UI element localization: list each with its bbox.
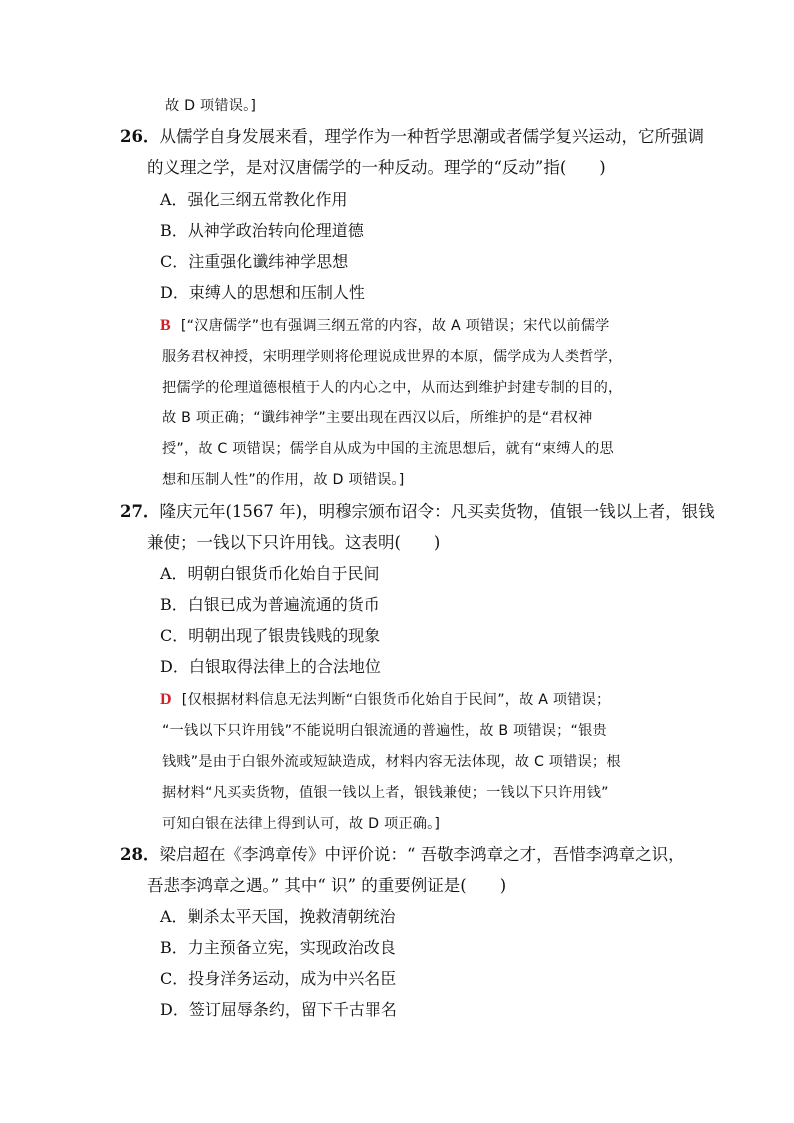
question-stem-line: [120, 126, 704, 148]
answer-explanation-line: [160, 689, 610, 711]
answer-letter: D: [160, 691, 172, 708]
answer-explanation-line: 故 B 项正确；“谶纬神学”主要出现在西汉以后，所维护的是“君权神: [162, 410, 593, 426]
question-number: 26．: [120, 127, 160, 146]
option-c: C．注重强化谶纬神学思想: [160, 252, 349, 271]
question-number: 27．: [120, 502, 160, 521]
explanation-text: [仅根据材料信息无法判断“白银货币化始自于民间”，故 A 项错误；: [181, 692, 611, 708]
stem-text: 隆庆元年(1567 年)，明穆宗颁布诏令：凡买卖货物，值银一钱以上者，银钱: [159, 502, 715, 521]
answer-explanation-line: 授”，故 C 项错误；儒学自从成为中国的主流思想后，就有“束缚人的思: [162, 441, 614, 457]
option-a: A．明朝白银货币化始自于民间: [160, 564, 380, 583]
option-c: C．明朝出现了银贵钱贱的现象: [160, 626, 381, 645]
answer-explanation-line: 钱贱”是由于白银外流或短缺造成，材料内容无法体现，故 C 项错误；根: [162, 754, 621, 770]
option-a: A．剿杀太平天国，挽救清朝统治: [160, 907, 396, 926]
answer-explanation-line: 服务君权神授，宋明理学则将伦理说成世界的本原，儒学成为人类哲学，: [162, 349, 623, 365]
question-stem-line: [120, 501, 715, 523]
question-stem-line: 兼使；一钱以下只许用钱。这表明( ): [147, 533, 441, 552]
question-stem-line: 的义理之学，是对汉唐儒学的一种反动。理学的“反动”指( ): [147, 158, 606, 177]
option-b: B．白银已成为普遍流通的货币: [160, 595, 380, 614]
option-d: D．束缚人的思想和压制人性: [160, 283, 365, 302]
answer-explanation-line: 把儒学的伦理道德根植于人的内心之中，从而达到维护封建专制的目的，: [162, 380, 623, 396]
answer-explanation-line: 据材料“凡买卖货物，值银一钱以上者，银钱兼使；一钱以下只许用钱”: [162, 785, 609, 801]
option-b: B．力主预备立宪，实现政治改良: [160, 938, 396, 957]
option-a: A．强化三纲五常教化作用: [160, 190, 348, 209]
prev-explanation-tail: 故 D 项错误。]: [165, 98, 257, 114]
option-b: B．从神学政治转向伦理道德: [160, 221, 364, 240]
answer-explanation-line: “一钱以下只许用钱”不能说明白银流通的普遍性，故 B 项错误；“银贵: [162, 723, 607, 739]
stem-text: 从儒学自身发展来看，理学作为一种哲学思潮或者儒学复兴运动，它所强调: [159, 127, 704, 146]
stem-text: 梁启超在《李鸿章传》中评价说：“ 吾敬李鸿章之才，吾惜李鸿章之识，: [159, 845, 685, 864]
answer-explanation-line: [160, 315, 610, 337]
explanation-text: [“汉唐儒学”也有强调三纲五常的内容，故 A 项错误；宋代以前儒学: [180, 318, 610, 334]
question-stem-line: 吾悲李鸿章之遇。” 其中“ 识” 的重要例证是( ): [147, 876, 507, 895]
answer-letter: B: [160, 317, 171, 334]
answer-explanation-line: 可知白银在法律上得到认可，故 D 项正确。]: [162, 816, 441, 832]
question-number: 28．: [120, 845, 160, 864]
option-d: D．签订屈辱条约，留下千古罪名: [160, 1000, 397, 1019]
question-stem-line: [120, 844, 685, 866]
answer-explanation-line: 想和压制人性”的作用，故 D 项错误。]: [162, 472, 405, 488]
option-c: C．投身洋务运动，成为中兴名臣: [160, 969, 397, 988]
option-d: D．白银取得法律上的合法地位: [160, 657, 381, 676]
